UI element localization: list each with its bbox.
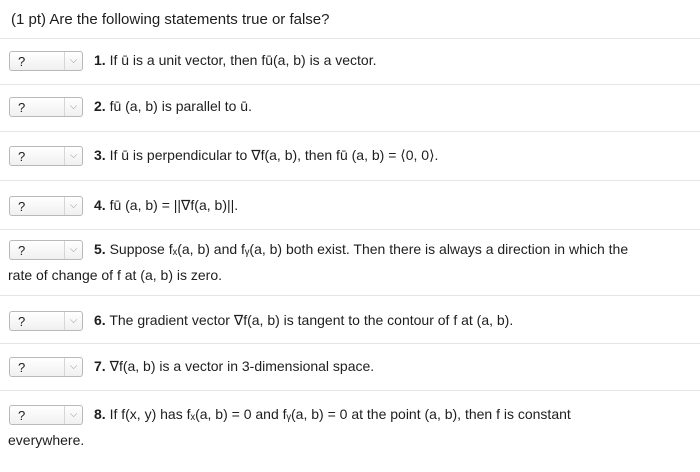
- separator: [0, 84, 700, 85]
- select-value: ?: [18, 54, 26, 69]
- select-value: ?: [18, 100, 26, 115]
- separator: [0, 180, 700, 181]
- question-continuation-8: everywhere.: [8, 432, 85, 448]
- question-header: (1 pt) Are the following statements true or false?: [11, 11, 330, 28]
- question-text-6: [94, 312, 513, 329]
- question-text-2: [94, 98, 252, 114]
- question-statement: Suppose fₓ(a, b) and fᵧ(a, b) both exist. Then there is always a direction in which the: [109, 241, 629, 257]
- chevron-down-icon: ⌵: [64, 358, 82, 376]
- question-statement: The gradient vector ∇f(a, b) is tangent to the contour of f at (a, b).: [109, 312, 514, 328]
- separator: [0, 343, 700, 344]
- chevron-down-icon: ⌵: [64, 197, 82, 215]
- question-statement: fū (a, b) = ||∇f(a, b)||.: [109, 197, 239, 213]
- chevron-down-icon: ⌵: [64, 312, 82, 330]
- question-statement: fū (a, b) is parallel to ū.: [109, 98, 252, 114]
- chevron-down-icon: ⌵: [64, 241, 82, 259]
- select-value: ?: [18, 149, 26, 164]
- question-text-7: [94, 358, 374, 375]
- question-number: 8.: [94, 406, 106, 422]
- answer-select-4[interactable]: [9, 196, 83, 216]
- question-number: 3.: [94, 147, 106, 163]
- separator: [0, 390, 700, 391]
- question-number: 4.: [94, 197, 106, 213]
- question-statement: If ū is perpendicular to ∇f(a, b), then fū (a, b) = ⟨0, 0⟩.: [109, 147, 439, 163]
- separator: [0, 131, 700, 132]
- question-number: 1.: [94, 52, 106, 68]
- select-value: ?: [18, 314, 26, 329]
- question-number: 6.: [94, 312, 106, 328]
- answer-select-7[interactable]: [9, 357, 83, 377]
- question-text-1: [94, 52, 377, 68]
- answer-select-2[interactable]: [9, 97, 83, 117]
- answer-select-1[interactable]: [9, 51, 83, 71]
- chevron-down-icon: ⌵: [64, 52, 82, 70]
- question-text-4: [94, 197, 238, 214]
- question-number: 7.: [94, 358, 106, 374]
- select-value: ?: [18, 199, 26, 214]
- select-value: ?: [18, 360, 26, 375]
- answer-select-5[interactable]: [9, 240, 83, 260]
- answer-select-8[interactable]: [9, 405, 83, 425]
- question-number: 5.: [94, 241, 106, 257]
- chevron-down-icon: ⌵: [64, 147, 82, 165]
- answer-select-3[interactable]: [9, 146, 83, 166]
- select-value: ?: [18, 408, 26, 423]
- question-continuation-5: rate of change of f at (a, b) is zero.: [8, 267, 222, 283]
- select-value: ?: [18, 243, 26, 258]
- question-statement: If f(x, y) has fₓ(a, b) = 0 and fᵧ(a, b) = 0 at the point (a, b), then f is constant: [109, 406, 571, 422]
- question-text-3: [94, 147, 438, 164]
- chevron-down-icon: ⌵: [64, 98, 82, 116]
- question-text-8: [94, 406, 571, 422]
- question-text-5: [94, 241, 628, 257]
- question-statement: If ū is a unit vector, then fū(a, b) is a vector.: [109, 52, 377, 68]
- separator: [0, 229, 700, 230]
- answer-select-6[interactable]: [9, 311, 83, 331]
- separator: [0, 38, 700, 39]
- separator: [0, 295, 700, 296]
- question-statement: ∇f(a, b) is a vector in 3-dimensional space.: [109, 358, 375, 374]
- chevron-down-icon: ⌵: [64, 406, 82, 424]
- question-number: 2.: [94, 98, 106, 114]
